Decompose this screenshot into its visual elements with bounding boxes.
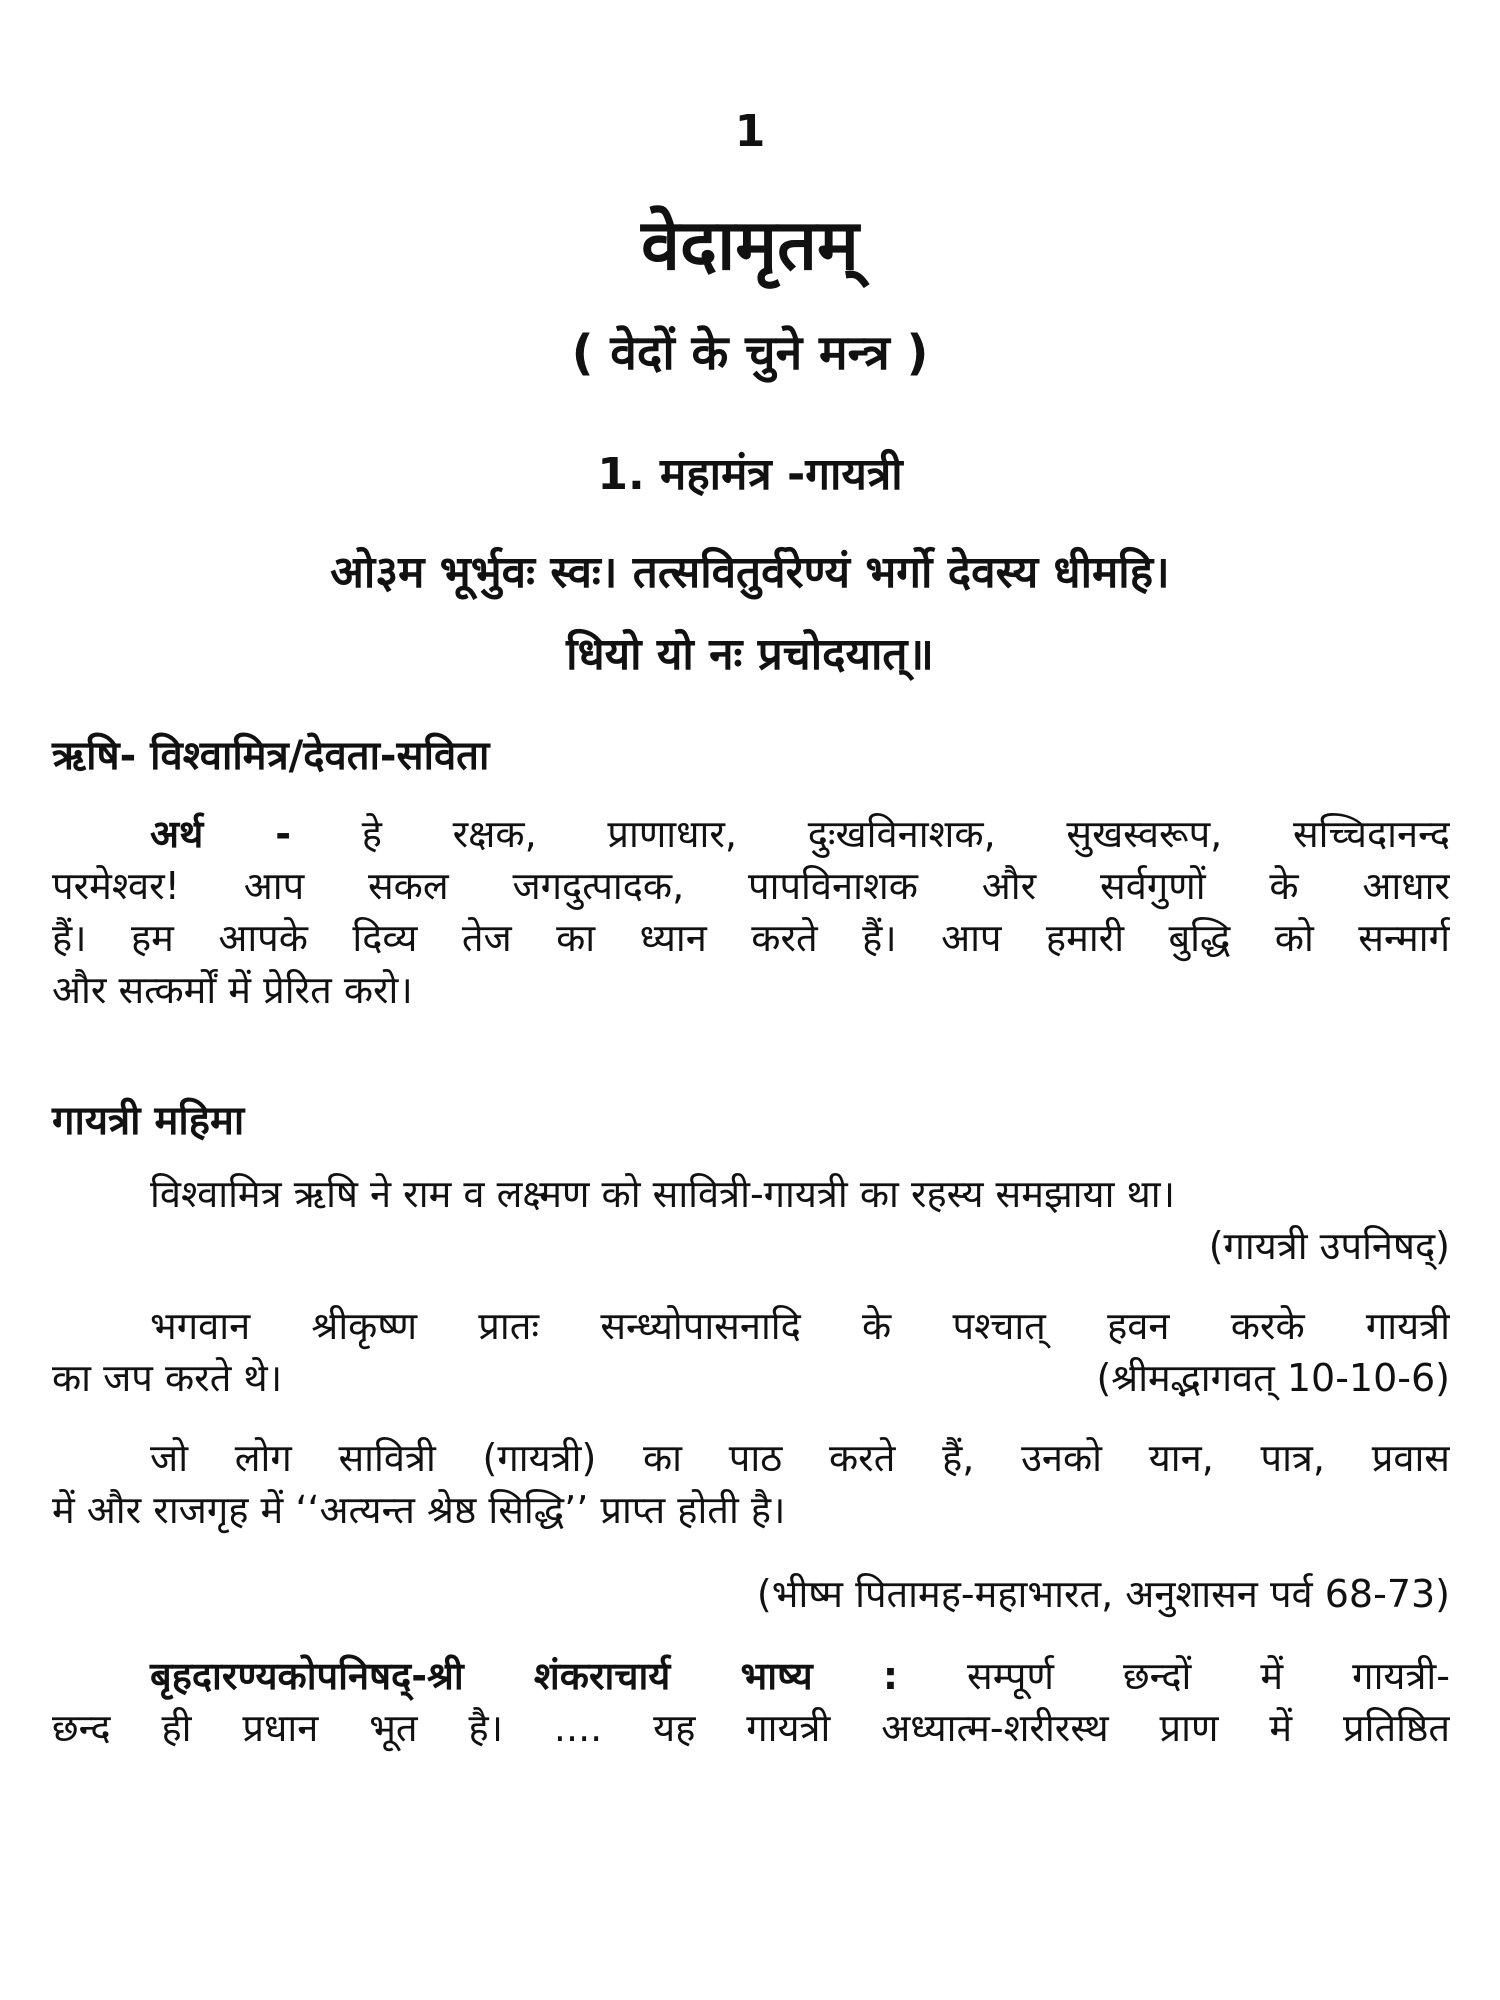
mahima-p4-text-1: सम्पूर्ण छन्दों में गायत्री- [898,1654,1450,1698]
mantra-line-2: धियो यो नः प्रचोदयात्॥ [566,629,934,680]
gayatri-mahima-heading: गायत्री महिमा [52,1098,245,1144]
mahima-p3-source: (भीष्म पितामह-महाभारत, अनुशासन पर्व 68-73) [756,1572,1450,1616]
mahima-paragraph-2 [52,1300,1450,1404]
mahima-p4-line-1 [52,1650,1450,1702]
section-heading: 1. महामंत्र -गायत्री [597,449,903,500]
mahima-p3-source-block [52,1568,1450,1620]
mahima-p3-line-2: में और राजगृह में ‘‘अत्यन्त श्रेष्ठ सिद्धि’’ प्राप्त होती है। [52,1488,786,1532]
mahima-p2-text-2: का जप करते थे। [52,1356,283,1400]
page-subtitle: ( वेदों के चुने मन्त्र ) [571,325,929,381]
page-number: 1 [734,106,766,157]
meaning-paragraph [52,808,1450,1016]
meaning-line-2: परमेश्वर! आप सकल जगदुत्पादक, पापविनाशक और सर्वगुणों के आधार [52,864,1450,908]
mahima-p4-line-2: छन्द ही प्रधान भूत है। .... यह गायत्री अध्यात्म-शरीरस्थ प्राण में प्रतिष्ठित [52,1706,1450,1750]
page-title: वेदामृतम् [641,204,859,286]
meaning-label: अर्थ - [150,812,291,856]
mahima-paragraph-3 [52,1432,1450,1536]
mahima-paragraph-4 [52,1650,1450,1754]
mantra-line-1: ओ३म भूर्भुवः स्वः। तत्सवितुर्वरेण्यं भर्गो देवस्य धीमहि। [330,547,1170,598]
meaning-line-1 [52,808,1450,860]
rishi-devata-heading: ऋषि- विश्वामित्र/देवता-सविता [52,733,490,779]
mahima-p2-source: (श्रीमद्भागवत् 10-10-6) [1096,1356,1450,1400]
mahima-p3-line-1: जो लोग सावित्री (गायत्री) का पाठ करते हैं, उनको यान, पात्र, प्रवास [150,1436,1450,1480]
mahima-p2-line-1: भगवान श्रीकृष्ण प्रातः सन्ध्योपासनादि के पश्चात् हवन करके गायत्री [150,1304,1450,1348]
mahima-p1-line-1: विश्वामित्र ऋषि ने राम व लक्ष्मण को सावित्री-गायत्री का रहस्य समझाया था। [150,1172,1176,1216]
mahima-paragraph-1 [52,1168,1450,1272]
meaning-line-3: हैं। हम आपके दिव्य तेज का ध्यान करते हैं। आप हमारी बुद्धि को सन्मार्ग [52,916,1450,960]
meaning-line-4: और सत्कर्मों में प्रेरित करो। [52,968,413,1012]
mahima-p2-line-2 [52,1352,1450,1404]
meaning-text-1: हे रक्षक, प्राणाधार, दुःखविनाशक, सुखस्वरूप, सच्चिदानन्द [290,812,1450,856]
mahima-p4-label: बृहदारण्यकोपनिषद्-श्री शंकराचार्य भाष्य : [150,1654,899,1698]
mahima-p1-source: (गायत्री उपनिषद्) [1208,1224,1450,1268]
